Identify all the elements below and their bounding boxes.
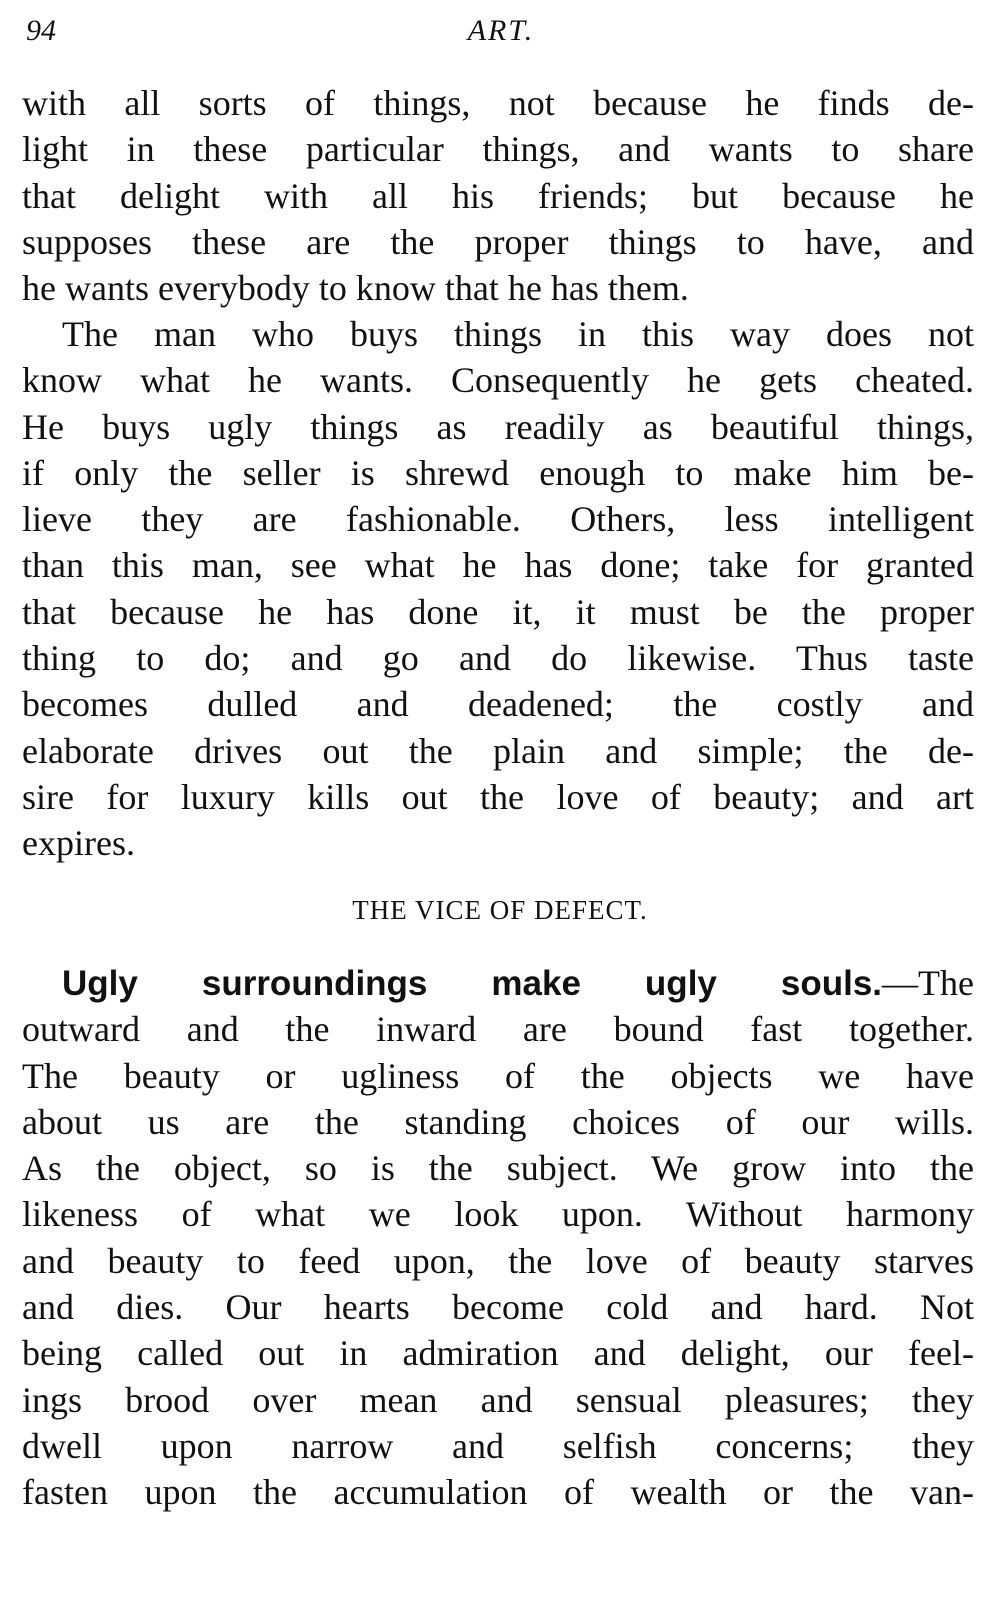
text-line: if only the seller is shrewd enough to make him be- xyxy=(22,452,974,493)
text-line: light in these particular things, and wants to share xyxy=(22,129,974,170)
text-line: dwell upon narrow and selfish concerns; they xyxy=(22,1425,974,1466)
text-line: sire for luxury kills out the love of beauty; and art xyxy=(22,776,974,817)
text-line: that delight with all his friends; but because he xyxy=(22,175,974,216)
text-line: ings brood over mean and sensual pleasures; they xyxy=(22,1379,974,1420)
running-title: ART. xyxy=(467,14,535,47)
text-line-lead xyxy=(22,960,974,1006)
text-line: he wants everybody to know that he has them. xyxy=(22,268,689,309)
text-line: lieve they are fashionable. Others, less intelligent xyxy=(22,499,974,540)
text-line: As the object, so is the subject. We grow into the xyxy=(22,1148,974,1189)
text-line: He buys ugly things as readily as beautiful things, xyxy=(22,406,974,447)
text-line: elaborate drives out the plain and simple; the de- xyxy=(22,730,974,771)
text-line: and beauty to feed upon, the love of beauty starves xyxy=(22,1240,974,1281)
paragraph-man-who-buys xyxy=(22,311,974,867)
lead-in-heading: Ugly surroundings make ugly souls. xyxy=(62,964,883,1003)
text-line: becomes dulled and deadened; the costly and xyxy=(22,684,974,725)
text-line: expires. xyxy=(22,823,135,864)
text-line: likeness of what we look upon. Without harmony xyxy=(22,1194,974,1235)
text-line: know what he wants. Consequently he gets cheated. xyxy=(22,360,974,401)
text-line: supposes these are the proper things to have, and xyxy=(22,221,974,262)
text-line: fasten upon the accumulation of wealth or the van- xyxy=(22,1472,974,1513)
page-number: 94 xyxy=(26,14,56,47)
text-line: and dies. Our hearts become cold and hard. Not xyxy=(22,1287,974,1328)
text-line: that because he has done it, it must be the proper xyxy=(22,591,974,632)
text-line: about us are the standing choices of our wills. xyxy=(22,1101,974,1142)
text-line: with all sorts of things, not because he finds de- xyxy=(22,83,974,123)
text-line: being called out in admiration and delight, our feel- xyxy=(22,1333,974,1374)
text-line: thing to do; and go and do likewise. Thus taste xyxy=(22,638,974,679)
text-line: than this man, see what he has done; take for granted xyxy=(22,545,974,586)
paragraph-continued xyxy=(22,80,974,311)
section-heading: THE VICE OF DEFECT. xyxy=(352,895,648,925)
text-line: outward and the inward are bound fast together. xyxy=(22,1009,974,1050)
paragraph-ugly-surroundings xyxy=(22,960,974,1516)
lead-in-continuation: —The xyxy=(882,963,974,1003)
text-line: The man who buys things in this way does not xyxy=(62,314,974,354)
running-head xyxy=(26,14,976,54)
text-line: The beauty or ugliness of the objects we have xyxy=(22,1055,974,1096)
